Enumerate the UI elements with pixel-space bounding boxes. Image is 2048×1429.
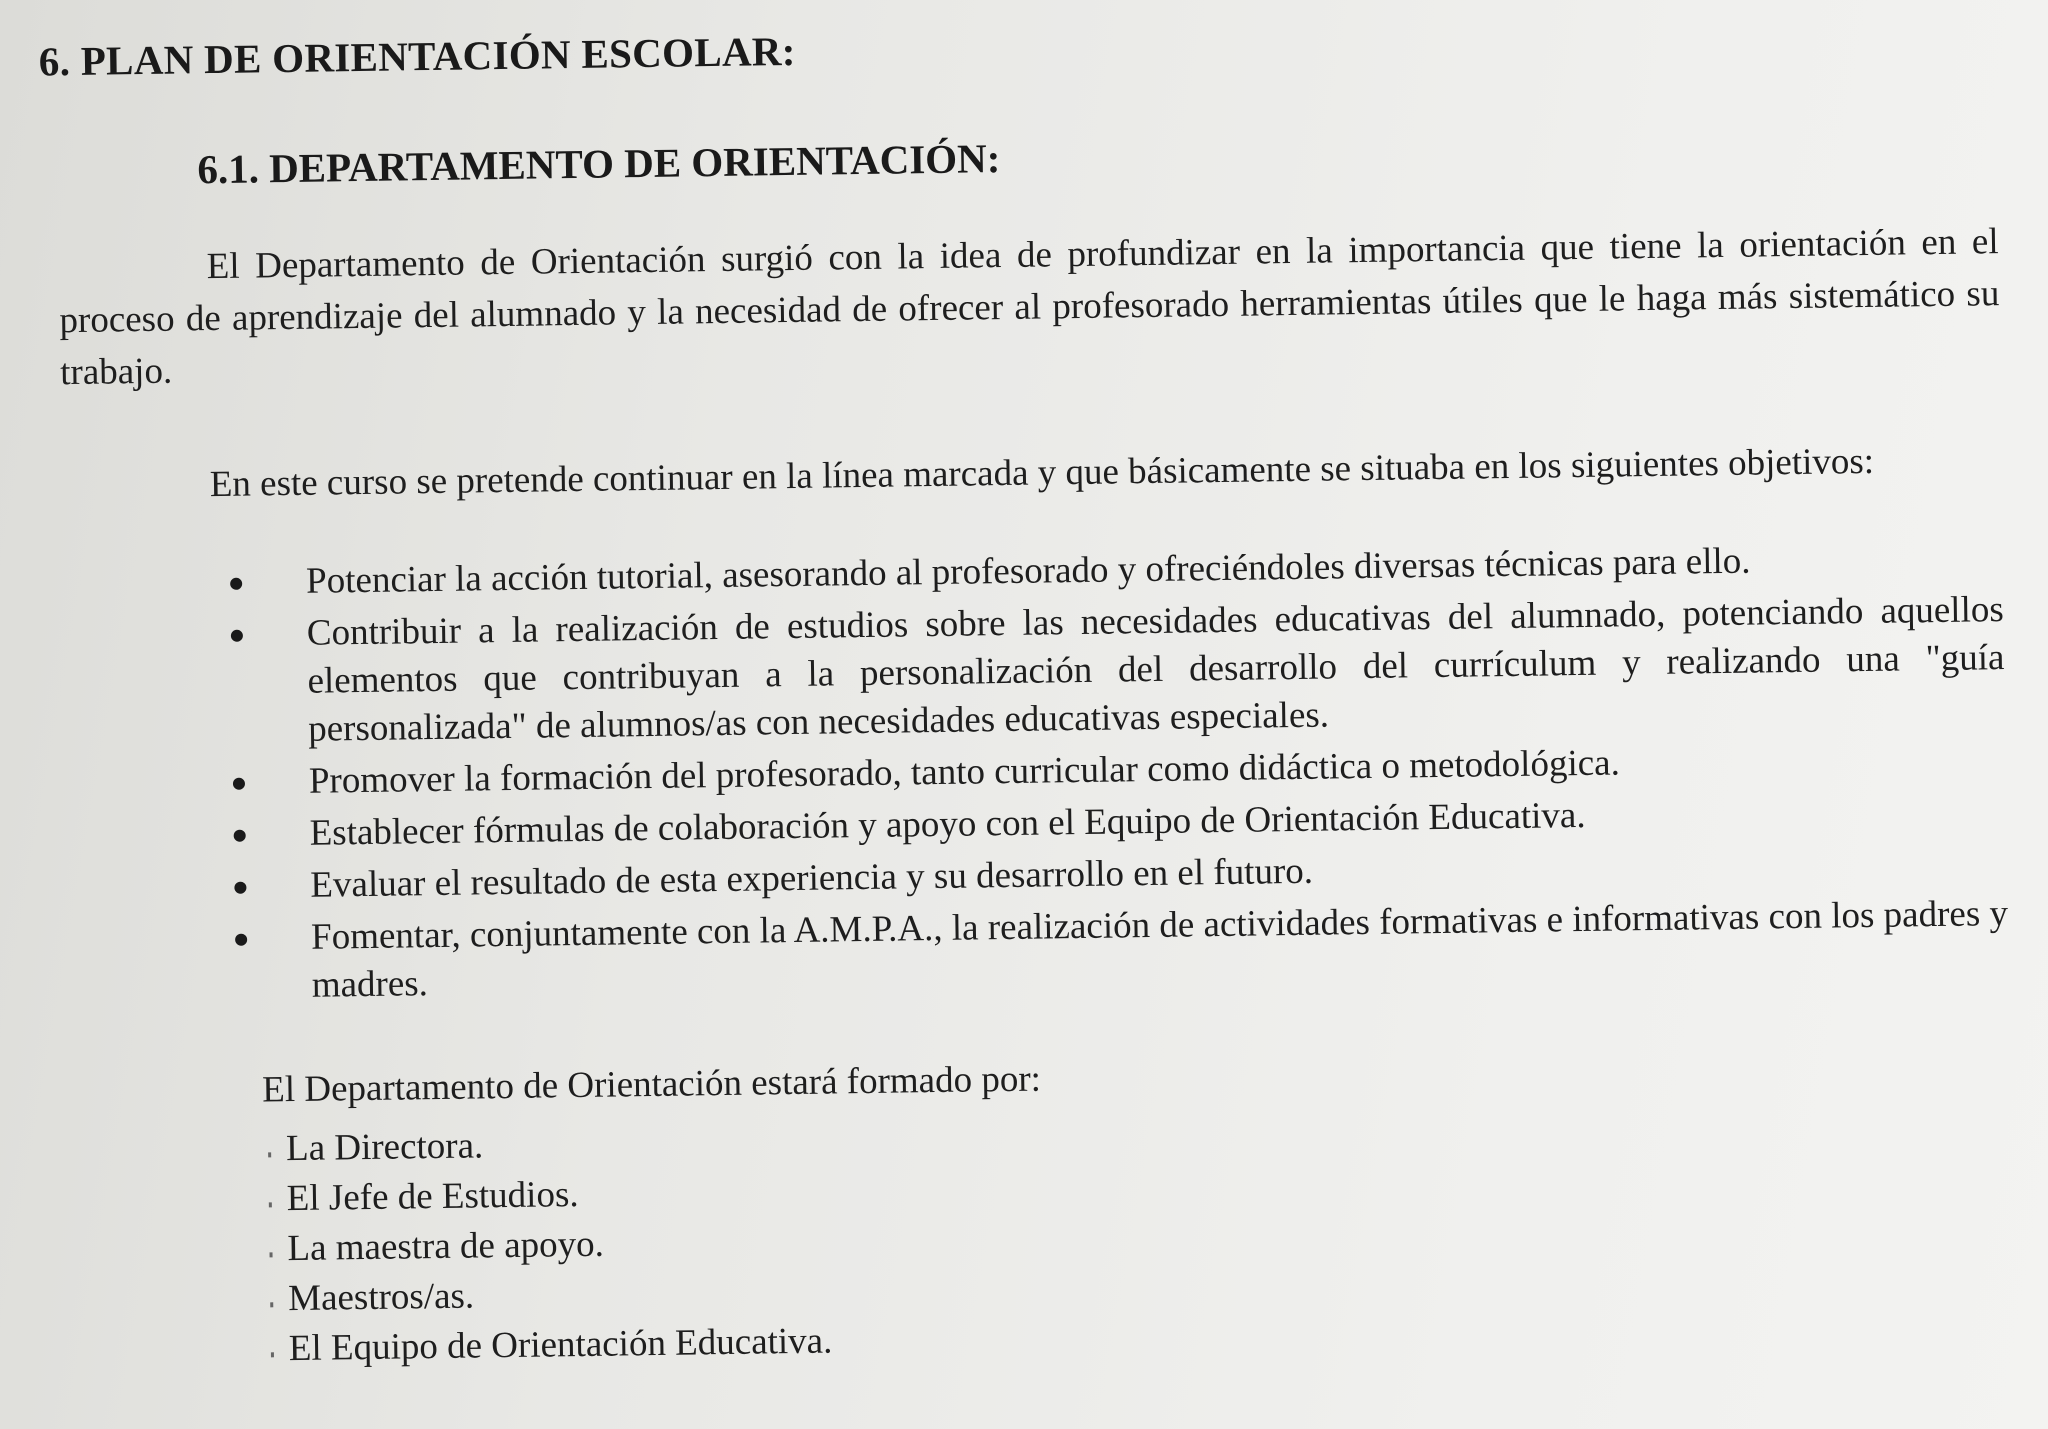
- list-item: [233, 890, 2009, 1011]
- paragraph-intro: [58, 216, 2000, 399]
- bullet-icon: [235, 934, 247, 946]
- paragraph-objectives-intro: [61, 434, 2002, 513]
- objectives-list: [228, 534, 2009, 1015]
- members-list: [268, 1117, 833, 1375]
- members-intro: El Departamento de Orientación estará formado por:: [261, 1058, 1042, 1111]
- dot-marker-icon: [268, 1152, 271, 1157]
- member-text: La maestra de apoyo.: [287, 1223, 605, 1270]
- objective-text: Contribuir a la realización de estudios sobre las necesidades educativas del alumnado, potenciando aquellos elementos que contribuyan a la personalización del desarrollo del currículum y realizando una "guía personalizada" de alumnos/as con necesidades educativas especiales.: [306, 589, 2005, 750]
- objective-text: Establecer fórmulas de colaboración y apoyo con el Equipo de Orientación Educativa.: [309, 794, 1586, 854]
- dot-marker-icon: [270, 1252, 273, 1257]
- objective-text: Promover la formación del profesorado, tanto curricular como didáctica o metodológica.: [308, 742, 1621, 802]
- dot-marker-icon: [271, 1352, 274, 1357]
- list-item: [270, 1267, 832, 1325]
- section-heading: 6. PLAN DE ORIENTACIÓN ESCOLAR:: [38, 27, 796, 85]
- bullet-icon: [234, 830, 246, 842]
- member-text: El Equipo de Orientación Educativa.: [288, 1320, 833, 1370]
- objective-text: Fomentar, conjuntamente con la A.M.P.A., la realización de actividades formativas e informativas con los padres y madres.: [310, 893, 2009, 1006]
- list-item: [229, 586, 2006, 755]
- paragraph-intro-text: El Departamento de Orientación surgió con la idea de profundizar en la importancia que tiene la orientación en el proceso de aprendizaje del alumnado y la necesidad de ofrecer al profesorado herramientas útiles que le haga más sistemático su trabajo.: [59, 221, 2000, 394]
- paragraph-objectives-text: En este curso se pretende continuar en la línea marcada y que básicamente se situaba en los siguientes objetivos:: [209, 440, 1875, 506]
- subsection-heading: 6.1. DEPARTAMENTO DE ORIENTACIÓN:: [197, 135, 1001, 193]
- bullet-icon: [230, 578, 242, 590]
- member-text: Maestros/as.: [287, 1275, 475, 1320]
- objective-text: Potenciar la acción tutorial, asesorando al profesorado y ofreciéndoles diversas técnicas para ello.: [305, 540, 1751, 602]
- dot-marker-icon: [270, 1302, 273, 1307]
- list-item: [268, 1167, 830, 1225]
- bullet-icon: [234, 882, 246, 894]
- objective-text: Evaluar el resultado de esta experiencia y su desarrollo en el futuro.: [310, 850, 1314, 906]
- bullet-icon: [233, 778, 245, 790]
- list-item: [269, 1217, 831, 1275]
- bullet-icon: [231, 630, 243, 642]
- member-text: La Directora.: [285, 1125, 484, 1170]
- list-item: [271, 1317, 833, 1375]
- list-item: [268, 1117, 830, 1175]
- member-text: El Jefe de Estudios.: [286, 1174, 579, 1220]
- dot-marker-icon: [269, 1202, 272, 1207]
